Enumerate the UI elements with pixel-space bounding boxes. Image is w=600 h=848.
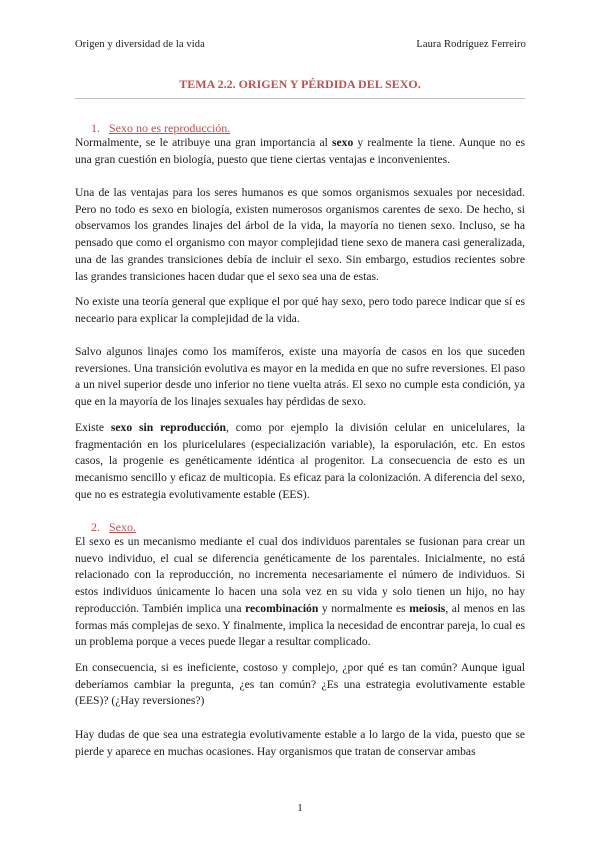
title-divider xyxy=(75,98,525,99)
paragraph xyxy=(75,534,525,651)
paragraph xyxy=(75,420,525,504)
text-run: , al menos en las formas más complejas de sexo. Y finalmente, implica la necesidad de encontrar pareja, lo cual es un problema porque a veces puede llegar a resultar complicado. xyxy=(75,601,526,649)
section-number: 2. xyxy=(91,520,100,534)
header-course-title: Origen y diversidad de la vida xyxy=(75,39,205,50)
bold-term: sexo xyxy=(332,136,354,149)
paragraph: No existe una teoría general que explique el por qué hay sexo, pero todo parece indicar que sí es neceario para explicar la complejidad de la vida. xyxy=(75,295,525,325)
section-number: 1. xyxy=(91,121,100,135)
text-run: , como por ejemplo la división celular en unicelulares, la fragmentación en los pluricelulares (especialización variable), la esporulación, etc. En estos casos, la progenie es genéticamente idéntica al progenitor. La consecuencia de esto es un mecanismo sencillo y eficaz de multicopia. Es eficaz para la colonización. A diferencia del sexo, que no es estrategia evolutivamente estable (EES). xyxy=(75,421,525,501)
paragraph: Una de las ventajas para los seres humanos es que somos organismos sexuales por necesidad. Pero no todo es sexo en biología, existen numerosos organismos carentes de sexo. De hecho, si observamos los grandes linajes del árbol de la vida, la mayoría no tienen sexo. Incluso, se ha pensado que como el organismo con mayor complejidad tiene sexo de manera casi generalizada, una de las grandes transiciones debía de incluir el sexo. Sin embargo, estudios recientes sobre las grandes transiciones hacen dudar que el sexo sea una de estas. xyxy=(75,186,525,283)
paragraph: Hay dudas de que sea una estrategia evolutivamente estable a lo largo de la vida, puesto que se pierde y aparece en muchas ocasiones. Hay organismos que tratan de conservar ambas xyxy=(75,728,525,758)
text-run: y realmente la tiene. Aunque no es una gran cuestión en biología, puesto que tiene ciertas ventajas e inconvenientes. xyxy=(75,136,525,166)
page-number: 1 xyxy=(297,802,303,814)
section-heading-text: Sexo. xyxy=(109,520,136,534)
section-heading-1 xyxy=(91,121,230,136)
text-run: y normalmente es xyxy=(318,601,410,615)
bold-term: recombinación xyxy=(245,601,319,615)
section-heading-2 xyxy=(91,520,136,535)
bold-term: meiosis xyxy=(409,601,446,615)
paragraph: En consecuencia, si es ineficiente, costoso y complejo, ¿por qué es tan común? Aunque igual deberíamos cambiar la pregunta, ¿es tan común? ¿Es una estrategia evolutivamente estable (EES)? (¿Hay reversiones?) xyxy=(75,661,525,708)
bold-term: sexo sin reproducción xyxy=(110,421,227,434)
section-heading-text: Sexo no es reproducción. xyxy=(109,121,231,135)
document-title: TEMA 2.2. ORIGEN Y PÉRDIDA DEL SEXO. xyxy=(179,77,421,91)
paragraph: Salvo algunos linajes como los mamíferos, existe una mayoría de casos en los que suceden reversiones. Una transición evolutiva es mayor en la medida en que no sufre reversiones. El paso a un nivel superior desde uno inferior no tiene vuelta atrás. El sexo no cumple esta condición, ya que en la mayoría de los linajes sexuales hay pérdidas de sexo. xyxy=(75,345,525,409)
text-run: Normalmente, se le atribuye una gran importancia al xyxy=(75,136,332,149)
header-author: Laura Rodríguez Ferreiro xyxy=(416,39,526,50)
paragraph xyxy=(75,135,525,168)
text-run: El sexo es un mecanismo mediante el cual dos individuos parentales se fusionan para crear un nuevo individuo, el cual se diferencia genéticamente de los parentales. Inicialmente, no está relacionado con la reproducción, no incrementa necesariamente el número de individuos. Si estos individuos únicamente lo hacen una sola vez en su vida y solo tienen un hijo, no hay reproducción. También implica una xyxy=(75,535,525,615)
text-run: Existe xyxy=(75,421,111,434)
